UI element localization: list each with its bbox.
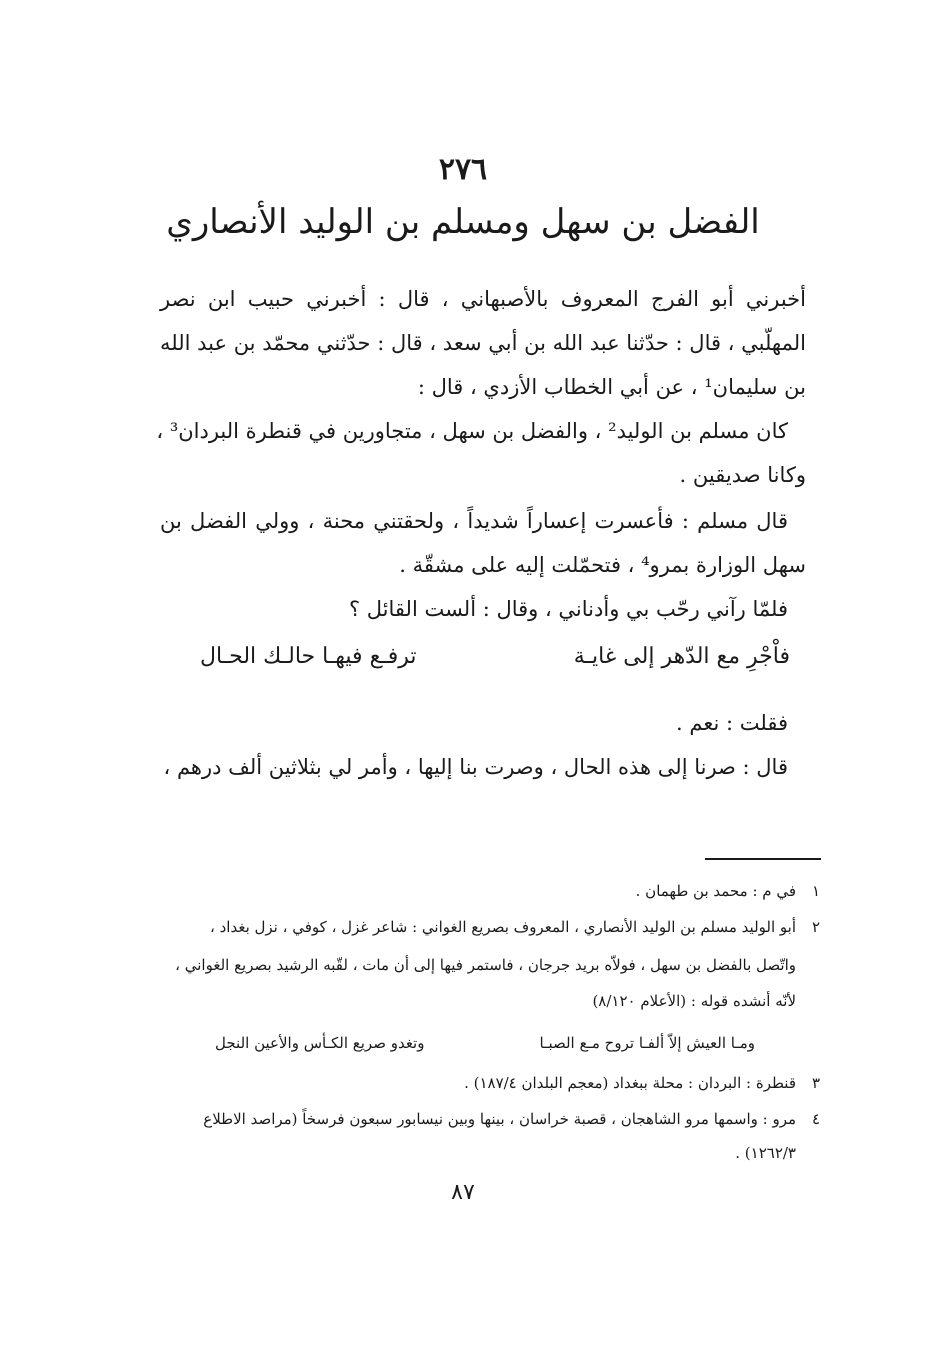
footnote-verse-second: وتغدو صريع الكـأس والأعين النجل — [215, 1034, 425, 1052]
body-line-9: فقلت : نعم . — [676, 711, 788, 735]
poem-verse — [200, 644, 790, 684]
body-line-3: بن سليمان¹ ، عن أبي الخطاب الأزدي ، قال : — [417, 375, 806, 399]
verse-first-hemistich: فاْجْرِ مع الدّهر إلى غايـة — [573, 644, 790, 669]
body-line-10: قال : صرنا إلى هذه الحال ، وصرت بنا إليها ، وأمر لي بثلاثين ألف درهم ، — [163, 755, 788, 779]
footnote-number: ١ — [811, 882, 821, 900]
footnote-number: ٣ — [811, 1074, 821, 1092]
body-line-8: فلمّا رآني رحّب بي وأدناني ، وقال : ألست القائل ؟ — [348, 597, 788, 621]
footnote-2 — [126, 914, 826, 940]
body-line-6: قال مسلم : فأعسرت إعساراً شديداً ، ولحقتني محنة ، وولي الفضل بن — [160, 509, 788, 533]
chapter-number: ٢٧٦ — [438, 152, 488, 187]
page-number: ٨٧ — [451, 1180, 475, 1205]
body-line-2: المهلّبي ، قال : حدّثنا عبد الله بن أبي سعد ، قال : حدّثني محمّد بن عبد الله — [160, 331, 806, 355]
footnote-number: ٢ — [811, 918, 821, 936]
footnote-text: أبو الوليد مسلم بن الوليد الأنصاري ، المعروف بصريع الغواني : شاعر غزل ، كوفي ، نزل بغداد ، — [210, 918, 796, 936]
footnote-4 — [126, 1106, 826, 1132]
footnote-text: في م : محمد بن طهمان . — [635, 882, 796, 900]
footnote-1 — [126, 878, 826, 904]
footnote-number: ٤ — [811, 1110, 821, 1128]
footnote-3 — [126, 1070, 826, 1096]
footnote-text: مرو : واسمها مرو الشاهجان ، قصبة خراسان ، بينها وبين نيسابور سبعون فرسخاً (مراصد الاطلاع — [203, 1110, 796, 1128]
footnote-2-line-3: لأنّه أنشده قوله : (الأعلام ٨/١٢٠) — [592, 992, 796, 1010]
footnote-separator — [705, 858, 821, 860]
body-line-7: سهل الوزارة بمرو⁴ ، فتحمّلت إليه على مشقّة . — [399, 553, 806, 577]
body-line-1: أخبرني أبو الفرج المعروف بالأصبهاني ، قال : أخبرني حبيب ابن نصر — [160, 287, 806, 311]
body-line-5: وكانا صديقين . — [679, 463, 806, 487]
footnote-text: قنطرة : البردان : محلة ببغداد (معجم البلدان ١٨٧/٤) . — [464, 1074, 796, 1092]
verse-second-hemistich: ترفـع فيهـا حالـك الحـال — [200, 644, 417, 669]
footnote-2-line-2: واتّصل بالفضل بن سهل ، فولاّه بريد جرجان ، فاستمر فيها إلى أن مات ، لقّبه الرشيد بصريع الغواني ، — [175, 956, 796, 974]
body-line-4: كان مسلم بن الوليد² ، والفضل بن سهل ، متجاورين في قنطرة البردان³ ، — [156, 419, 788, 443]
footnote-4-line-2: ١٢٦٢/٣) . — [735, 1144, 796, 1162]
footnote-verse — [215, 1034, 755, 1060]
footnote-verse-first: ومـا العيش إلاّ ألفـا تروح مـع الصبـا — [539, 1034, 755, 1052]
chapter-title: الفضل بن سهل ومسلم بن الوليد الأنصاري — [166, 202, 760, 242]
